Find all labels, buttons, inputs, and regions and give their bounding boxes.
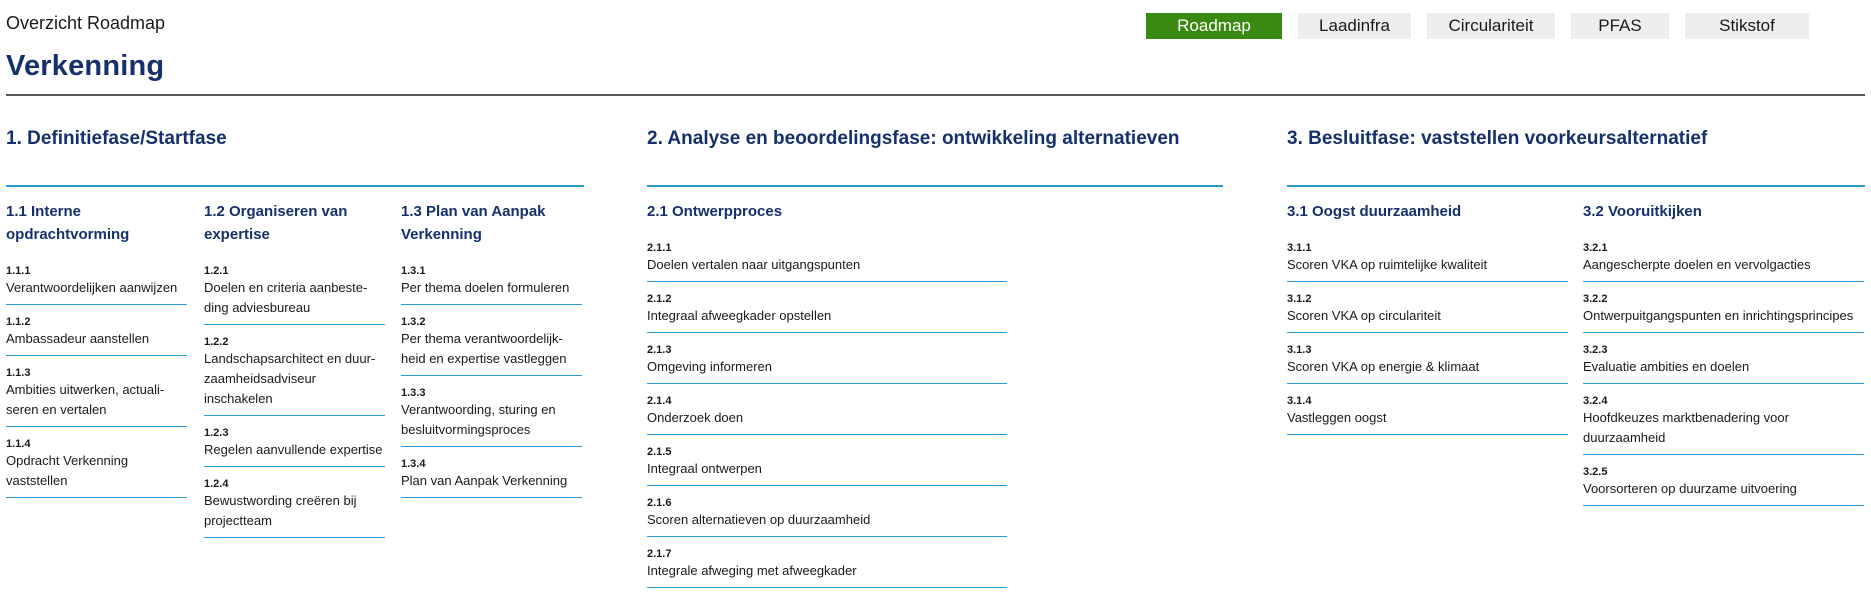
section-title: 3.1 Oogst duurzaamheid	[1287, 203, 1462, 220]
phase-3	[1287, 128, 1707, 150]
phase-divider	[1287, 185, 1865, 187]
step-label: Verantwoordelijken aanwijzen	[6, 280, 178, 295]
section-1-2	[204, 200, 385, 548]
section-title: 3.2 Vooruitkijken	[1583, 203, 1702, 220]
step-item[interactable]	[647, 445, 1007, 486]
step-number: 3.2.1	[1583, 242, 1608, 254]
tab-laadinfra[interactable]: Laadinfra	[1298, 13, 1411, 39]
step-number: 2.1.7	[647, 548, 672, 560]
step-number: 1.2.4	[204, 478, 229, 490]
step-number: 1.3.2	[401, 316, 426, 328]
tab-stikstof[interactable]: Stikstof	[1685, 13, 1809, 39]
step-list	[1287, 241, 1568, 435]
step-item[interactable]	[1583, 394, 1864, 455]
section-title: 1.1 Interne opdrachtvorming	[6, 203, 130, 243]
step-label: Ambassadeur aanstellen	[6, 331, 150, 346]
section-1-1	[6, 200, 187, 508]
step-number: 3.2.2	[1583, 293, 1608, 305]
step-item[interactable]	[1287, 292, 1568, 333]
step-item[interactable]	[1287, 241, 1568, 282]
section-title: 1.2 Organiseren van expertise	[204, 203, 348, 243]
step-item[interactable]	[401, 264, 582, 305]
step-number: 2.1.5	[647, 446, 672, 458]
step-item[interactable]	[647, 496, 1007, 537]
section-3-2	[1583, 200, 1864, 516]
step-number: 1.1.2	[6, 316, 31, 328]
step-item[interactable]	[6, 315, 187, 356]
step-item[interactable]	[204, 264, 385, 325]
step-label: Hoofdkeuzes marktbenadering voor duurzaamheid	[1583, 410, 1789, 445]
step-item[interactable]	[204, 426, 385, 467]
step-number: 1.2.3	[204, 427, 229, 439]
phase-title: 3. Besluitfase: vaststellen voorkeursalternatief	[1287, 128, 1708, 149]
step-item[interactable]	[647, 292, 1007, 333]
step-label: Voorsorteren op duurzame uitvoering	[1583, 481, 1797, 496]
step-label: Opdracht Verkenning vaststellen	[6, 453, 129, 488]
section-1-3	[401, 200, 582, 508]
section-title: 1.3 Plan van Aanpak Verkenning	[401, 203, 546, 243]
step-number: 1.3.1	[401, 265, 426, 277]
step-number: 1.2.2	[204, 336, 229, 348]
step-label: Integrale afweging met afweegkader	[647, 563, 857, 578]
step-number: 2.1.6	[647, 497, 672, 509]
step-item[interactable]	[401, 457, 582, 498]
step-label: Bewustwording creëren bij projectteam	[204, 493, 357, 528]
step-label: Ambities uitwerken, actuali-seren en vertalen	[6, 382, 165, 417]
step-label: Per thema doelen formuleren	[401, 280, 570, 295]
step-label: Doelen en criteria aanbeste-ding adviesbureau	[204, 280, 368, 315]
phase-divider	[647, 185, 1223, 187]
step-label: Scoren VKA op energie & klimaat	[1287, 359, 1480, 374]
step-label: Omgeving informeren	[647, 359, 772, 374]
step-item[interactable]	[647, 547, 1007, 588]
phase-title: 1. Definitiefase/Startfase	[6, 128, 227, 149]
step-item[interactable]	[6, 366, 187, 427]
step-number: 1.3.4	[401, 458, 426, 470]
step-number: 3.1.1	[1287, 242, 1312, 254]
tab-pfas[interactable]: PFAS	[1571, 13, 1669, 39]
step-number: 2.1.3	[647, 344, 672, 356]
step-number: 3.2.5	[1583, 466, 1608, 478]
step-number: 3.1.3	[1287, 344, 1312, 356]
step-label: Per thema verantwoordelijk-heid en expertise vastleggen	[401, 331, 567, 366]
step-item[interactable]	[204, 477, 385, 538]
tab-roadmap[interactable]: Roadmap	[1146, 13, 1282, 39]
step-number: 2.1.2	[647, 293, 672, 305]
step-label: Regelen aanvullende expertise	[204, 442, 383, 457]
step-label: Scoren VKA op ruimtelijke kwaliteit	[1287, 257, 1488, 272]
step-number: 3.1.4	[1287, 395, 1312, 407]
step-item[interactable]	[6, 437, 187, 498]
step-label: Evaluatie ambities en doelen	[1583, 359, 1750, 374]
step-label: Doelen vertalen naar uitgangspunten	[647, 257, 861, 272]
step-item[interactable]	[1287, 343, 1568, 384]
theme-tabs	[1146, 13, 1825, 39]
step-label: Integraal afweegkader opstellen	[647, 308, 832, 323]
step-item[interactable]	[1583, 465, 1864, 506]
phase-title: 2. Analyse en beoordelingsfase: ontwikkeling alternatieven	[647, 128, 1180, 149]
step-item[interactable]	[1583, 292, 1864, 333]
phase-1	[6, 128, 227, 150]
page-title: Verkenning	[6, 50, 165, 82]
app-title: Overzicht Roadmap	[6, 13, 166, 33]
step-label: Aangescherpte doelen en vervolgacties	[1583, 257, 1811, 272]
step-item[interactable]	[401, 386, 582, 447]
step-item[interactable]	[1287, 394, 1568, 435]
step-list	[204, 264, 385, 538]
step-number: 1.2.1	[204, 265, 229, 277]
step-number: 3.2.4	[1583, 395, 1608, 407]
step-list	[647, 241, 1007, 588]
step-label: Vastleggen oogst	[1287, 410, 1387, 425]
section-3-1	[1287, 200, 1568, 445]
step-label: Scoren VKA op circulariteit	[1287, 308, 1441, 323]
step-label: Plan van Aanpak Verkenning	[401, 473, 568, 488]
step-number: 1.1.1	[6, 265, 31, 277]
step-label: Ontwerpuitgangspunten en inrichtingsprincipes	[1583, 308, 1854, 323]
step-list	[401, 264, 582, 498]
step-number: 3.1.2	[1287, 293, 1312, 305]
section-2-1	[647, 200, 1007, 598]
step-item[interactable]	[6, 264, 187, 305]
step-number: 2.1.4	[647, 395, 672, 407]
step-list	[1583, 241, 1864, 506]
step-item[interactable]	[1583, 241, 1864, 282]
step-item[interactable]	[647, 394, 1007, 435]
step-item[interactable]	[1583, 343, 1864, 384]
step-item[interactable]	[647, 241, 1007, 282]
phase-2	[647, 128, 1180, 150]
step-label: Integraal ontwerpen	[647, 461, 762, 476]
section-title: 2.1 Ontwerpproces	[647, 203, 783, 220]
step-number: 1.3.3	[401, 387, 426, 399]
step-item[interactable]	[204, 335, 385, 416]
step-label: Landschapsarchitect en duur-zaamheidsadviseur inschakelen	[204, 351, 376, 406]
step-number: 1.1.4	[6, 438, 31, 450]
step-number: 1.1.3	[6, 367, 31, 379]
phase-divider	[6, 185, 584, 187]
step-label: Verantwoording, sturing en besluitvormingsproces	[401, 402, 556, 437]
title-divider	[6, 94, 1865, 96]
step-item[interactable]	[647, 343, 1007, 384]
step-number: 2.1.1	[647, 242, 672, 254]
step-list	[6, 264, 187, 498]
step-number: 3.2.3	[1583, 344, 1608, 356]
step-label: Scoren alternatieven op duurzaamheid	[647, 512, 871, 527]
step-label: Onderzoek doen	[647, 410, 744, 425]
step-item[interactable]	[401, 315, 582, 376]
tab-circulariteit[interactable]: Circulariteit	[1427, 13, 1555, 39]
